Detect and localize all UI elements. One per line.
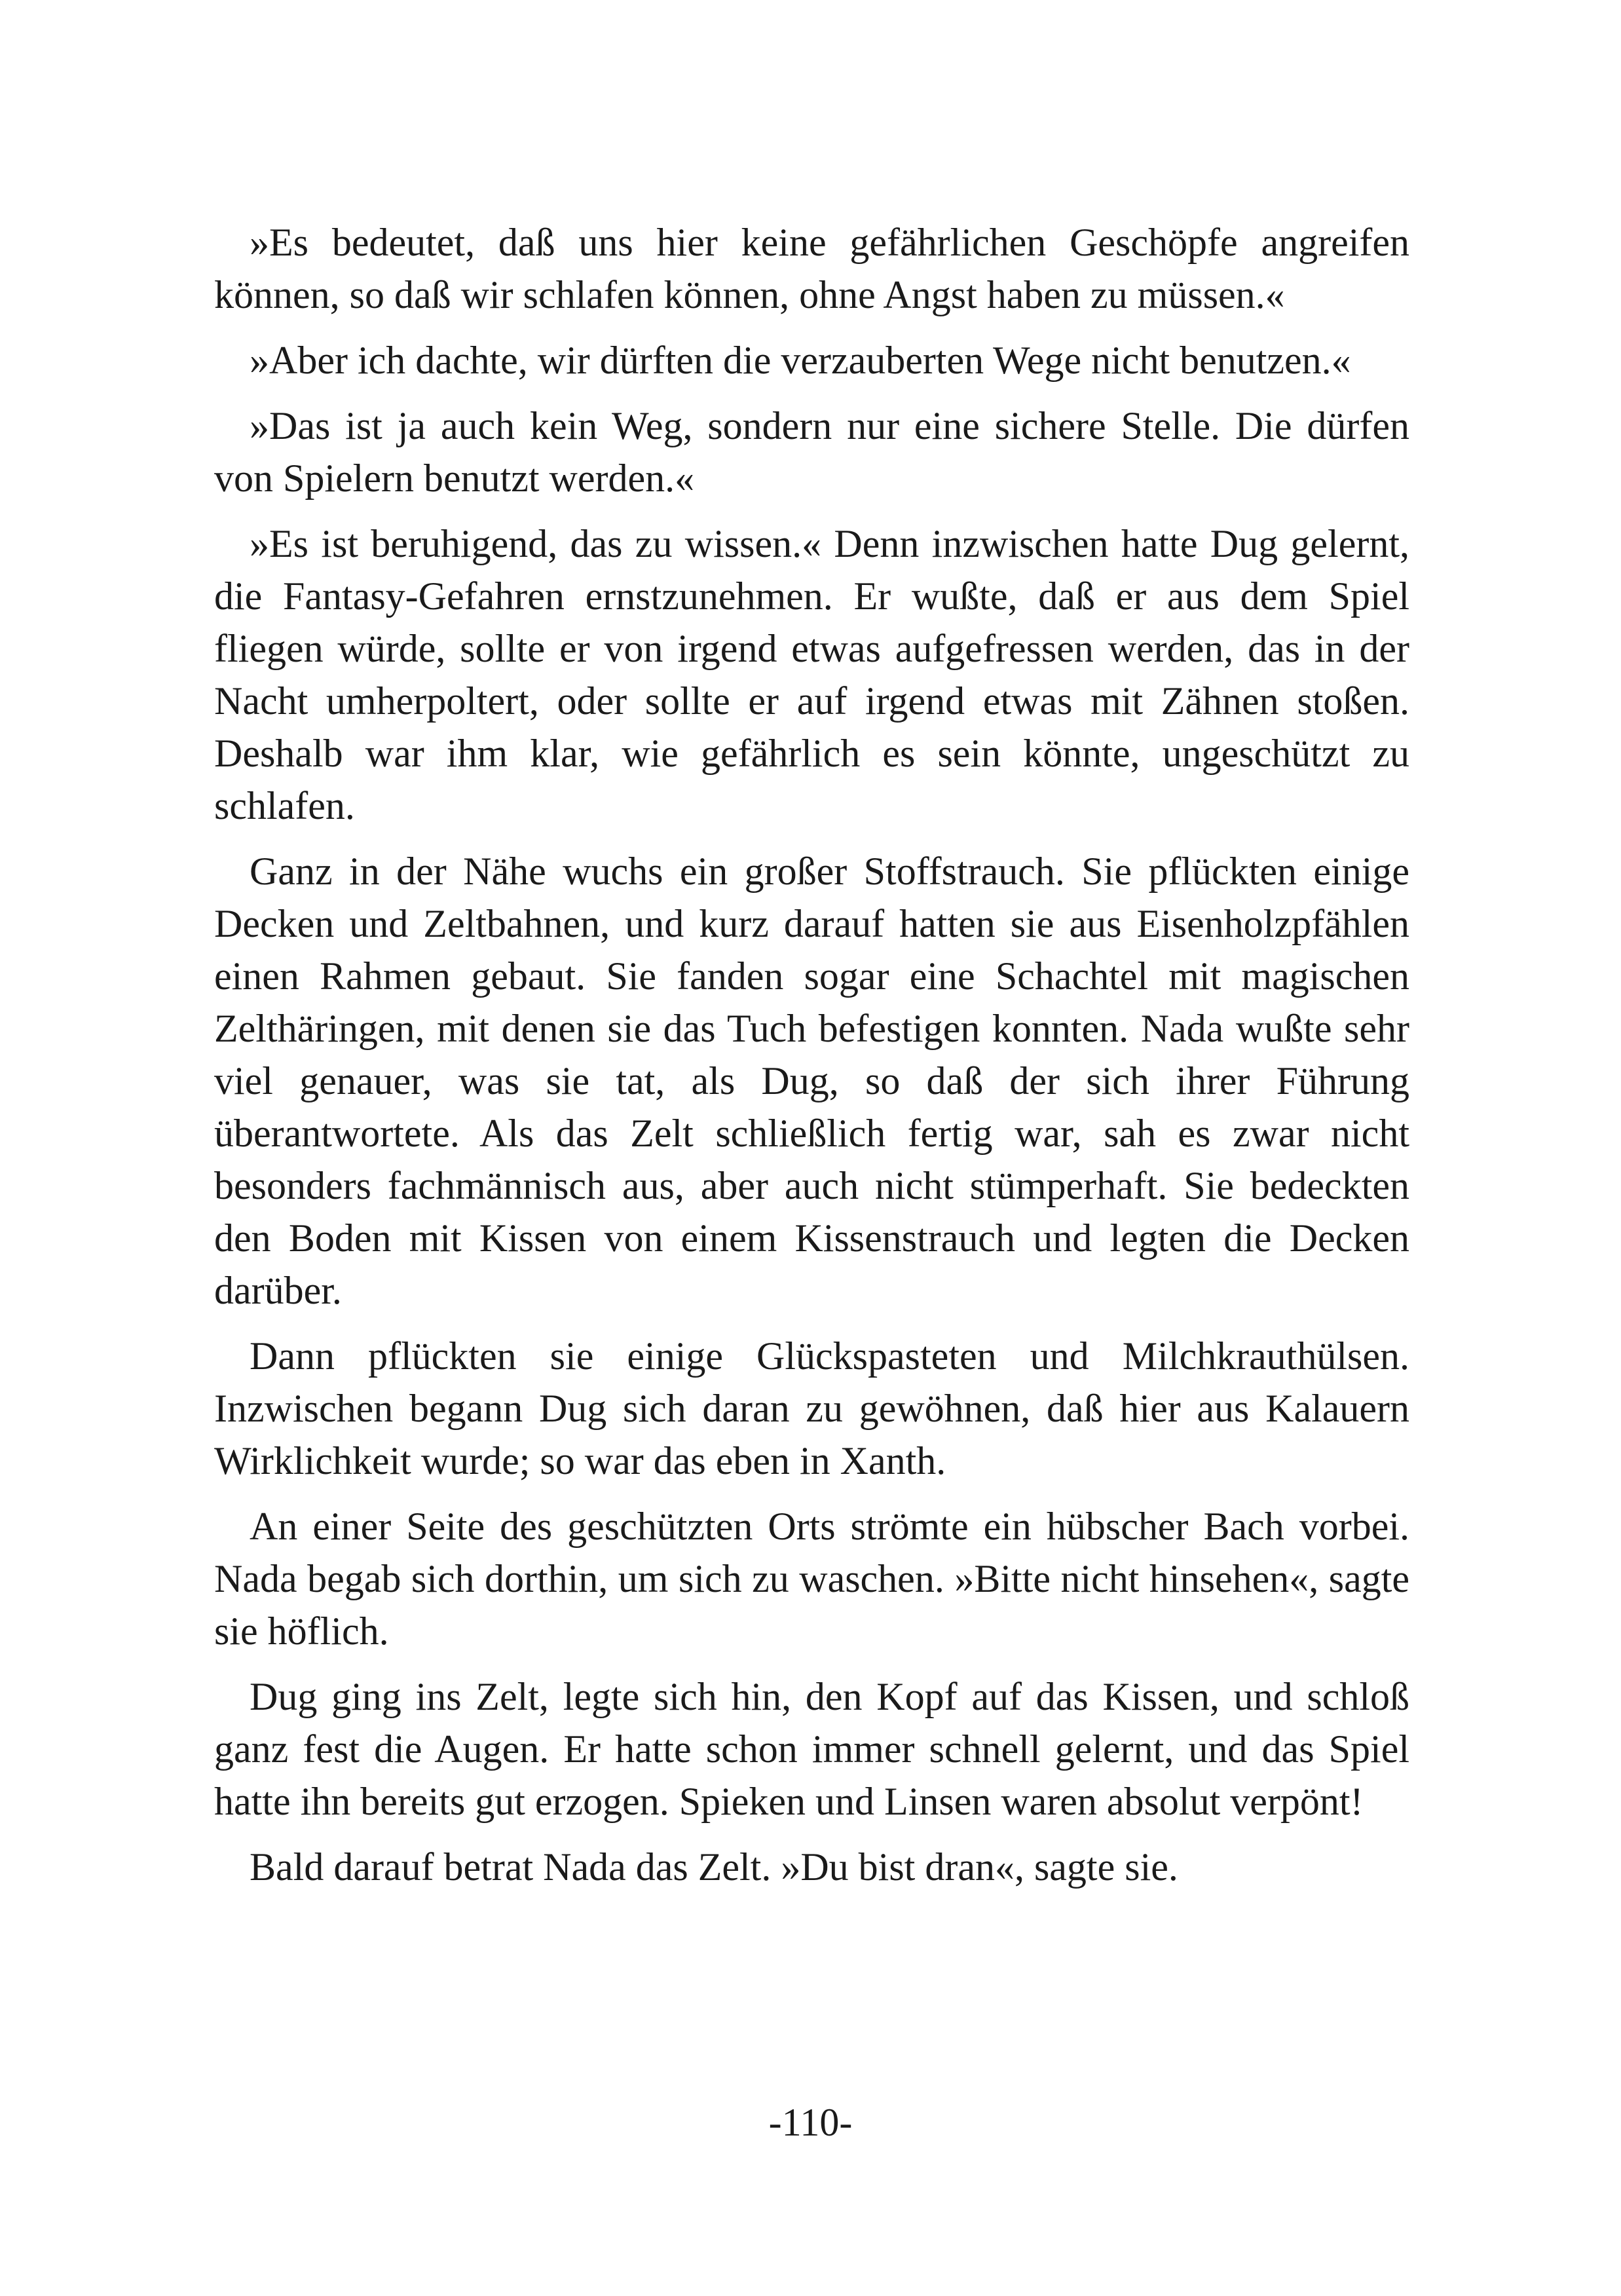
paragraph: Dann pflückten sie einige Glückspasteten und Milchkrauthülsen. Inzwischen begann Dug sich daran zu gewöhnen, daß hier aus Kalauern Wirklichkeit wurde; so war das eben in Xanth. (214, 1334, 1409, 1482)
paragraph: An einer Seite des geschützten Orts strömte ein hübscher Bach vorbei. Nada begab sich dorthin, um sich zu waschen. »Bitte nicht hinsehen«, sagte sie höflich. (214, 1505, 1409, 1653)
paragraph: Ganz in der Nähe wuchs ein großer Stoffstrauch. Sie pflückten einige Decken und Zeltbahnen, und kurz darauf hatten sie aus Eisenholzpfählen einen Rahmen gebaut. Sie fanden sogar eine Schachtel mit magischen Zelthäringen, mit denen sie das Tuch befestigen konnten. Nada wußte sehr viel genauer, was sie tat, als Dug, so daß der sich ihrer Führung überantwortete. Als das Zelt schließlich fertig war, sah es zwar nicht besonders fachmännisch aus, aber auch nicht stümperhaft. Sie bedeckten den Boden mit Kissen von einem Kissenstrauch und legten die Decken darüber. (214, 850, 1409, 1312)
body-text (214, 216, 1409, 1906)
paragraph: Bald darauf betrat Nada das Zelt. »Du bist dran«, sagte sie. (250, 1845, 1178, 1889)
paragraph: »Es bedeutet, daß uns hier keine gefährlichen Geschöpfe angreifen können, so daß wir schlafen können, ohne Angst haben zu müssen.« (214, 221, 1409, 316)
paragraph: »Das ist ja auch kein Weg, sondern nur eine sichere Stelle. Die dürfen von Spielern benutzt werden.« (214, 404, 1409, 500)
paragraph: »Es ist beruhigend, das zu wissen.« Denn inzwischen hatte Dug gelernt, die Fantasy-Gefahren ernstzunehmen. Er wußte, daß er aus dem Spiel fliegen würde, sollte er von irgend etwas aufgefressen werden, das in der Nacht umherpoltert, oder sollte er auf irgend etwas mit Zähnen stoßen. Deshalb war ihm klar, wie gefährlich es sein könnte, ungeschützt zu schlafen. (214, 522, 1409, 827)
page-number: -110- (768, 2101, 853, 2144)
paragraph: Dug ging ins Zelt, legte sich hin, den Kopf auf das Kissen, und schloß ganz fest die Augen. Er hatte schon immer schnell gelernt, und das Spiel hatte ihn bereits gut erzogen. Spieken und Linsen waren absolut verpönt! (214, 1675, 1409, 1823)
paragraph: »Aber ich dachte, wir dürften die verzauberten Wege nicht benutzen.« (250, 339, 1351, 382)
